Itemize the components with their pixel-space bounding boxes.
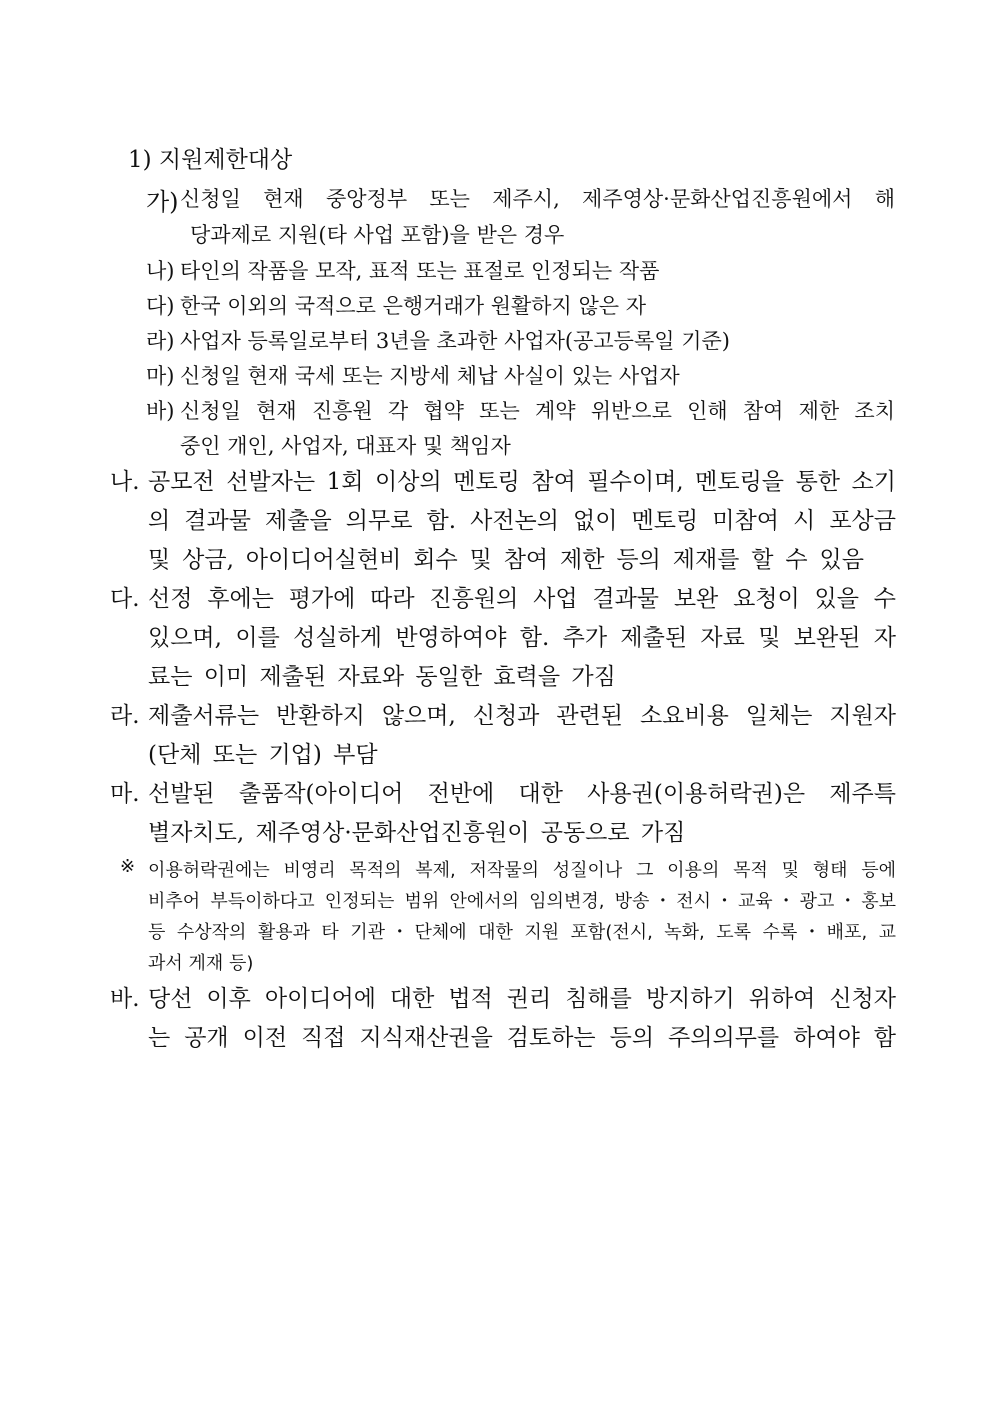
item-text: 당선 이후 아이디어에 대한 법적 권리 침해를 방지하기 위하여 신청자 [148,986,896,1012]
section-heading: 1) 지원제한대상 [128,147,293,173]
item-text: 선발된 출품작(아이디어 전반에 대한 사용권(이용허락권)은 제주특 [148,781,896,807]
item-marker: 마. [110,781,140,807]
item-text: 료는 이미 제출된 자료와 동일한 효력을 가짐 [148,664,616,690]
sub-item-marker: 라) [146,329,175,353]
item-text: (단체 또는 기업) 부담 [148,742,378,768]
sub-item-text-continued: 당과제로 지원(타 사업 포함)을 받은 경우 [190,223,565,247]
item-text: 제출서류는 반환하지 않으며, 신청과 관련된 소요비용 일체는 지원자 [148,703,896,729]
sub-item-marker: 바) [146,399,175,423]
sub-item-marker: 나) [146,259,175,283]
item-marker: 라. [110,703,140,729]
item-text: 있으며, 이를 성실하게 반영하여야 함. 추가 제출된 자료 및 보완된 자 [148,625,896,651]
note-text: 비추어 부득이하다고 인정되는 범위 안에서의 임의변경, 방송・전시・교육・광고・홍보 [148,891,896,912]
item-marker: 나. [110,469,140,495]
note-text: 이용허락권에는 비영리 목적의 복제, 저작물의 성질이나 그 이용의 목적 및 형태 등에 [148,860,896,881]
item-marker: 바. [110,986,140,1012]
sub-item-text: 사업자 등록일로부터 3년을 초과한 사업자(공고등록일 기준) [180,329,730,353]
item-marker: 다. [110,586,140,612]
sub-item-text-continued: 중인 개인, 사업자, 대표자 및 책임자 [180,434,511,458]
sub-item-text: 신청일 현재 진흥원 각 협약 또는 계약 위반으로 인해 참여 제한 조치 [180,399,895,423]
note-text: 등 수상작의 활용과 타 기관・단체에 대한 지원 포함(전시, 녹화, 도록 수록・배포, 교 [148,922,896,943]
sub-item-marker: 가) [146,188,179,216]
sub-item-marker: 마) [146,364,175,388]
note-text: 과서 게재 등) [148,953,254,974]
item-text: 별자치도, 제주영상·문화산업진흥원이 공동으로 가짐 [148,820,686,846]
item-text: 선정 후에는 평가에 따라 진흥원의 사업 결과물 보완 요청이 있을 수 [148,586,896,612]
sub-item-text: 신청일 현재 중앙정부 또는 제주시, 제주영상·문화산업진흥원에서 해 [180,187,895,211]
item-text: 및 상금, 아이디어실현비 회수 및 참여 제한 등의 제재를 할 수 있음 [148,547,864,573]
item-text: 의 결과물 제출을 의무로 함. 사전논의 없이 멘토링 미참여 시 포상금 [148,508,896,534]
item-text: 는 공개 이전 직접 지식재산권을 검토하는 등의 주의의무를 하여야 함 [148,1025,896,1051]
sub-item-text: 타인의 작품을 모작, 표적 또는 표절로 인정되는 작품 [180,259,660,283]
item-text: 공모전 선발자는 1회 이상의 멘토링 참여 필수이며, 멘토링을 통한 소기 [148,469,896,495]
note-symbol: ※ [120,856,136,877]
sub-item-text: 한국 이외의 국적으로 은행거래가 원활하지 않은 자 [180,294,647,318]
sub-item-marker: 다) [146,294,175,318]
sub-item-text: 신청일 현재 국세 또는 지방세 체납 사실이 있는 사업자 [180,364,680,388]
